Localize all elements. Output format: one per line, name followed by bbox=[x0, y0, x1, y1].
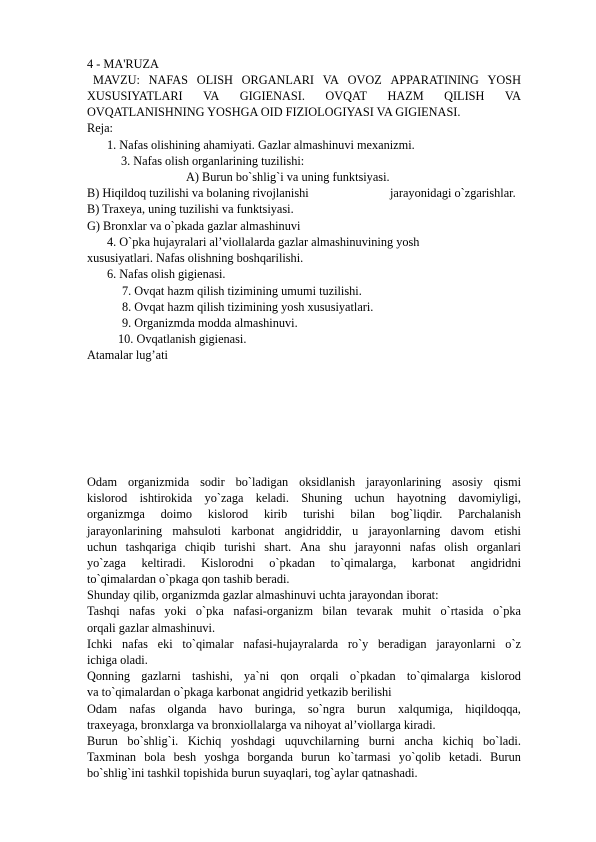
word: o`z bbox=[505, 637, 521, 651]
word: davom bbox=[450, 524, 485, 538]
word: NAFAS bbox=[148, 73, 189, 87]
word: OVQAT bbox=[325, 89, 368, 103]
word: nafas bbox=[121, 637, 148, 651]
plan-item-4-cont: xususiyatlari. Nafas olishning boshqarilishi. bbox=[87, 251, 304, 265]
plan-item-7: 7. Ovqat hazm qilish tizimining umumi tuzilishi. bbox=[122, 284, 362, 298]
word: shart. bbox=[264, 540, 292, 554]
word: yo`qolib bbox=[398, 750, 441, 764]
word: asosiy bbox=[452, 475, 483, 489]
word: organizmga bbox=[87, 507, 145, 521]
word: ya`ni bbox=[243, 669, 270, 683]
word: VA bbox=[322, 73, 339, 87]
word: bo`ladi. bbox=[483, 734, 521, 748]
body-p5-line-1 bbox=[87, 668, 521, 684]
word: YOSH bbox=[487, 73, 521, 87]
body-p7-line-2 bbox=[87, 749, 521, 765]
word: nafas bbox=[409, 540, 436, 554]
word: Burun bbox=[87, 734, 118, 748]
word: to`qimalar bbox=[182, 637, 234, 651]
word: beradigan bbox=[378, 637, 427, 651]
body-p3-line-1 bbox=[87, 603, 521, 619]
word: gazlarni bbox=[141, 669, 181, 683]
body-p2: Shunday qilib, organizmda gazlar almashinuvi uchta jarayondan iborat: bbox=[87, 588, 439, 602]
body-p6-line-1 bbox=[87, 701, 521, 717]
word: APPARATINING bbox=[390, 73, 479, 87]
word: hiqildoqqa, bbox=[465, 702, 521, 716]
plan-item-3v: B) Traxeya, uning tuzilishi va funktsiyasi. bbox=[87, 202, 294, 216]
word: turishi bbox=[303, 507, 335, 521]
word: turishi bbox=[224, 540, 256, 554]
word: Tashqi bbox=[87, 604, 120, 618]
word: kichiq bbox=[442, 734, 474, 748]
plan-item-9: 9. Organizmda modda almashinuvi. bbox=[122, 316, 298, 330]
word: Ana bbox=[299, 540, 321, 554]
word: chiqib bbox=[184, 540, 216, 554]
word: buringa, bbox=[254, 702, 296, 716]
word: jarayonlarning bbox=[368, 524, 441, 538]
word: ketadi. bbox=[448, 750, 482, 764]
word: Kislorodni bbox=[201, 556, 254, 570]
word: jarayonni bbox=[354, 540, 402, 554]
word: Odam bbox=[87, 702, 118, 716]
word: ancha bbox=[404, 734, 434, 748]
body-p1-line-7: to`qimalardan o`pkaga qon tashib beradi. bbox=[87, 572, 290, 586]
word: burun bbox=[356, 702, 386, 716]
word: kislorod bbox=[87, 491, 128, 505]
word: organizmida bbox=[127, 475, 190, 489]
body-p6-line-2: traxeyaga, bronxlarga va bronxiollalarga va nihoyat al’viollarga kiradi. bbox=[87, 718, 436, 732]
word: Odam bbox=[87, 475, 118, 489]
word: o`pkadan bbox=[349, 669, 396, 683]
word: nafas bbox=[129, 702, 156, 716]
word: Kichiq bbox=[187, 734, 222, 748]
lecture-number: 4 - MA'RUZA bbox=[87, 57, 159, 71]
word: o`rtasida bbox=[440, 604, 484, 618]
word: tevarak bbox=[356, 604, 393, 618]
word: VA bbox=[504, 89, 521, 103]
word: Burun bbox=[490, 750, 521, 764]
word: uquvchilarning bbox=[284, 734, 360, 748]
word: Ichki bbox=[87, 637, 113, 651]
plan-item-3: 3. Nafas olish organlarining tuzilishi: bbox=[121, 154, 305, 168]
glossary-label: Atamalar lug’ati bbox=[87, 348, 168, 362]
word: o`pka bbox=[492, 604, 521, 618]
word: XUSUSIYATLARI bbox=[87, 89, 183, 103]
word: bilan bbox=[322, 604, 348, 618]
word: tashishi, bbox=[192, 669, 233, 683]
word: so`ngra bbox=[307, 702, 345, 716]
body-p1-line-5 bbox=[87, 539, 521, 555]
word: uchun bbox=[87, 540, 118, 554]
plan-item-3b-right: jarayonidagi o`zgarishlar. bbox=[390, 186, 516, 200]
body-p7-line-3: bo`shlig`ini tashkil topishida burun suyaqlari, tog`aylar qatnashadi. bbox=[87, 766, 418, 780]
word: havo bbox=[218, 702, 243, 716]
word: OLISH bbox=[196, 73, 233, 87]
word: davomiyligi, bbox=[458, 491, 521, 505]
word: ro`y bbox=[347, 637, 369, 651]
plan-item-3g: G) Bronxlar va o`pkada gazlar almashinuvi bbox=[87, 219, 301, 233]
word: to`qimalarga bbox=[406, 669, 470, 683]
word: QILISH bbox=[444, 89, 485, 103]
word: bola bbox=[144, 750, 166, 764]
body-p1-line-6 bbox=[87, 555, 521, 571]
word: uchun bbox=[354, 491, 385, 505]
word: u bbox=[352, 524, 359, 538]
word: MAVZU: bbox=[93, 73, 140, 87]
word: olish bbox=[444, 540, 469, 554]
word: angidridni bbox=[470, 556, 521, 570]
word: ishtirokida bbox=[139, 491, 193, 505]
word: Taxminan bbox=[87, 750, 136, 764]
word: bo`shlig`i. bbox=[127, 734, 179, 748]
word: doimo bbox=[160, 507, 193, 521]
word: ORGANLARI bbox=[241, 73, 315, 87]
plan-item-3a: A) Burun bo`shlig`i va uning funktsiyasi. bbox=[186, 170, 390, 184]
body-p1-line-4 bbox=[87, 523, 521, 539]
word: muhit bbox=[402, 604, 431, 618]
body-p5-line-2: va to`qimalardan o`pkaga karbonat angidrid yetkazib berilishi bbox=[87, 685, 392, 699]
word: yoki bbox=[164, 604, 187, 618]
plan-item-3b-left: B) Hiqildoq tuzilishi va bolaning rivojlanishi bbox=[87, 186, 309, 200]
word: bo`ladigan bbox=[235, 475, 289, 489]
word: mahsuloti bbox=[172, 524, 221, 538]
plan-item-8: 8. Ovqat hazm qilish tizimining yosh xususiyatlari. bbox=[122, 300, 374, 314]
word: karbonat bbox=[411, 556, 455, 570]
word: o`pka bbox=[195, 604, 224, 618]
word: nafasi-organizm bbox=[233, 604, 314, 618]
plan-item-1: 1. Nafas olishining ahamiyati. Gazlar almashinuvi mexanizmi. bbox=[107, 138, 415, 152]
word: kislorod bbox=[207, 507, 249, 521]
word: eki bbox=[157, 637, 173, 651]
word: to`qimalarga, bbox=[330, 556, 397, 570]
body-p1-line-2 bbox=[87, 490, 521, 506]
body-p3-line-2: orqali gazlar almashinuvi. bbox=[87, 621, 216, 635]
plan-item-6: 6. Nafas olish gigienasi. bbox=[107, 267, 226, 281]
word: tashqariga bbox=[125, 540, 177, 554]
word: GIGIENASI. bbox=[239, 89, 305, 103]
word: qismi bbox=[493, 475, 521, 489]
word: keladi. bbox=[255, 491, 289, 505]
body-p4-line-1 bbox=[87, 636, 521, 652]
word: nafasi-hujayralarda bbox=[243, 637, 339, 651]
word: etishi bbox=[494, 524, 521, 538]
word: Parchalanish bbox=[458, 507, 521, 521]
word: organlari bbox=[476, 540, 521, 554]
topic-line-3: OVQATLANISHNING YOSHGA OID FIZIOLOGIYASI VA GIGIENASI. bbox=[87, 105, 461, 119]
word: ko`tarmasi bbox=[338, 750, 391, 764]
word: yo`zaga bbox=[87, 556, 126, 570]
topic-line-1 bbox=[93, 72, 521, 88]
plan-item-4: 4. O`pka hujayralari al’viollalarda gazlar almashinuvining yosh bbox=[107, 235, 420, 249]
word: jarayonlarining bbox=[366, 475, 442, 489]
word: jarayonlarining bbox=[87, 524, 163, 538]
word: o`pkadan bbox=[269, 556, 316, 570]
word: VA bbox=[203, 89, 220, 103]
word: HAZM bbox=[387, 89, 424, 103]
word: oksidlanish bbox=[299, 475, 356, 489]
word: olganda bbox=[167, 702, 207, 716]
body-p1-line-3 bbox=[87, 506, 521, 522]
word: hayotning bbox=[396, 491, 447, 505]
plan-label: Reja: bbox=[87, 121, 113, 135]
word: besh bbox=[173, 750, 197, 764]
body-p4-line-2: ichiga oladi. bbox=[87, 653, 148, 667]
word: Qonning bbox=[87, 669, 131, 683]
word: angidriddir, bbox=[284, 524, 342, 538]
word: kislorod bbox=[480, 669, 521, 683]
word: burni bbox=[368, 734, 395, 748]
word: nafas bbox=[129, 604, 156, 618]
word: sodir bbox=[200, 475, 225, 489]
body-p1-line-1 bbox=[87, 474, 521, 490]
word: yo`zaga bbox=[204, 491, 244, 505]
word: burun bbox=[301, 750, 330, 764]
word: kirib bbox=[264, 507, 288, 521]
word: orqali bbox=[309, 669, 339, 683]
word: shu bbox=[328, 540, 347, 554]
word: keltiradi. bbox=[141, 556, 186, 570]
plan-item-10: 10. Ovqatlanish gigienasi. bbox=[118, 332, 247, 346]
word: Shuning bbox=[301, 491, 343, 505]
word: OVOZ bbox=[347, 73, 382, 87]
word: qon bbox=[280, 669, 299, 683]
body-p7-line-1 bbox=[87, 733, 521, 749]
word: xalqumiga, bbox=[397, 702, 453, 716]
word: jarayonlarni bbox=[436, 637, 496, 651]
word: yoshga bbox=[204, 750, 240, 764]
topic-line-2 bbox=[87, 88, 521, 104]
word: borganda bbox=[247, 750, 293, 764]
word: yoshdagi bbox=[230, 734, 276, 748]
word: karbonat bbox=[231, 524, 275, 538]
word: bilan bbox=[350, 507, 375, 521]
word: bog`liqdir. bbox=[390, 507, 443, 521]
